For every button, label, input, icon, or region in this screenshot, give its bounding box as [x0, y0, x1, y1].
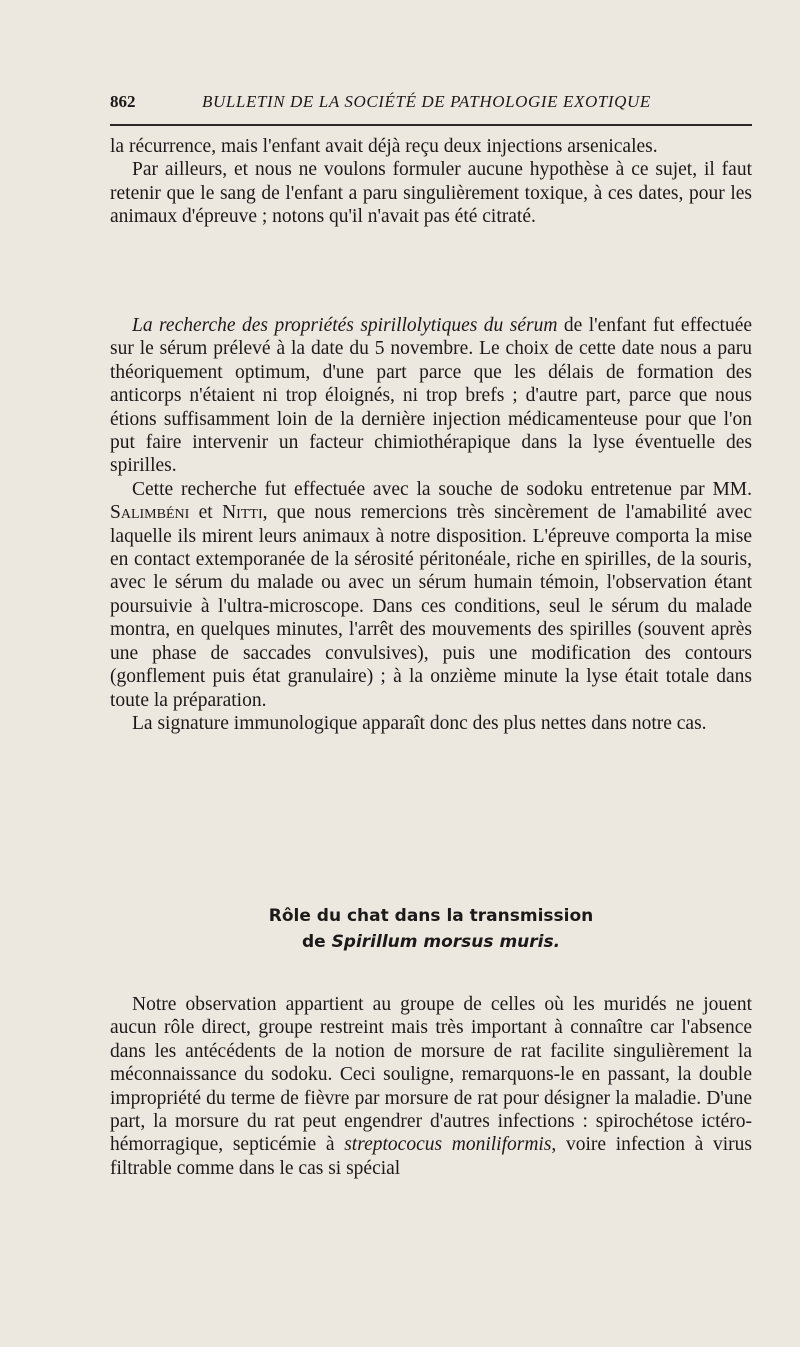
paragraph: la récurrence, mais l'enfant avait déjà reçu deux injections arsenicales. — [110, 136, 658, 157]
paragraph: La signature immunologique apparaît donc des plus nettes dans notre cas. — [132, 712, 707, 734]
running-head — [110, 92, 750, 118]
paragraph-strain — [110, 478, 752, 712]
paragraph-observation — [110, 993, 752, 1180]
paragraph-text: et — [189, 502, 223, 524]
section-heading-line1: Rôle du chat dans la transmission — [268, 906, 594, 926]
paragraph-text: , que nous remercions très sincèrement de l'amabilité avec laquelle ils mirent leurs animaux à notre disposition. L'épreuve comporta la mise en contact extemporanée de la sérosité péritonéale, riche en spirilles, de la souris, avec le sérum du malade ou avec un sérum humain témoin, l'observation étant poursuivie à l'ultra-microscope. Dans ces conditions, seul le sérum du malade montra, en quelques minutes, l'arrêt des mouvements des spirilles (souvent après une phase de saccades convulsives), puis une modification des contours (gonflement puis état granulaire) ; à la onzième minute la lyse était totale dans toute la préparation. — [110, 502, 752, 711]
text-block-top — [110, 135, 752, 229]
text-block-middle — [110, 314, 752, 735]
species-name: streptococus moniliformis — [344, 1134, 552, 1156]
paragraph-text: , voire infection à virus filtrable comme dans le cas si spécial — [110, 1134, 753, 1179]
paragraph: Par ailleurs, et nous ne voulons formuler aucune hypothèse à ce sujet, il faut retenir que le sang de l'enfant a paru singulièrement toxique, à ces dates, pour les animaux d'épreuve ; notons qu'il n'avait pas été citraté. — [110, 159, 752, 228]
paragraph-text: Notre observation appartient au groupe de celles où les muridés ne jouent aucun rôle direct, groupe restreint mais très important à connaître car l'absence dans les antécédents de la notion de morsure de rat facilite singulièrement la méconnaissance du sodoku. Ceci souligne, remarquons-le en passant, la double impropriété du terme de fièvre par morsure de rat pour désigner la maladie. D'une part, la morsure du rat peut engendrer d'autres infections : spirochétose ictéro-hémorragique, septicémie à — [110, 994, 752, 1156]
section-heading-line2 — [110, 929, 752, 955]
text-block-bottom — [110, 993, 752, 1180]
header-rule — [110, 124, 752, 126]
paragraph-serum-research — [110, 314, 752, 478]
paragraph-text: Cette recherche fut effectuée avec la souche de sodoku entretenue par MM. — [132, 478, 752, 500]
paragraph-text: de l'enfant fut effectuée sur le sérum prélevé à la date du 5 novembre. Le choix de cette date nous a paru théoriquement optimum, d'une part parce que les délais de formation des anticorps n'étaient ni trop éloignés, ni trop brefs ; d'autre part, parce que nous étions suffisamment loin de la dernière injection médicamenteuse pour que l'on put faire intervenir un facteur chimiothérapique dans la lyse éventuelle des spirilles. — [110, 315, 753, 477]
author-name: Salimbéni — [110, 502, 190, 524]
journal-title: BULLETIN DE LA SOCIÉTÉ DE PATHOLOGIE EXOTIQUE — [202, 92, 651, 111]
author-name: Nitti — [222, 502, 263, 524]
italic-lead: La recherche des propriétés spirillolytiques du sérum — [132, 315, 558, 336]
page-number: 862 — [110, 92, 136, 111]
section-heading — [110, 903, 752, 955]
heading-species: Spirillum morsus muris. — [331, 932, 561, 952]
heading-prefix: de — [301, 932, 332, 952]
